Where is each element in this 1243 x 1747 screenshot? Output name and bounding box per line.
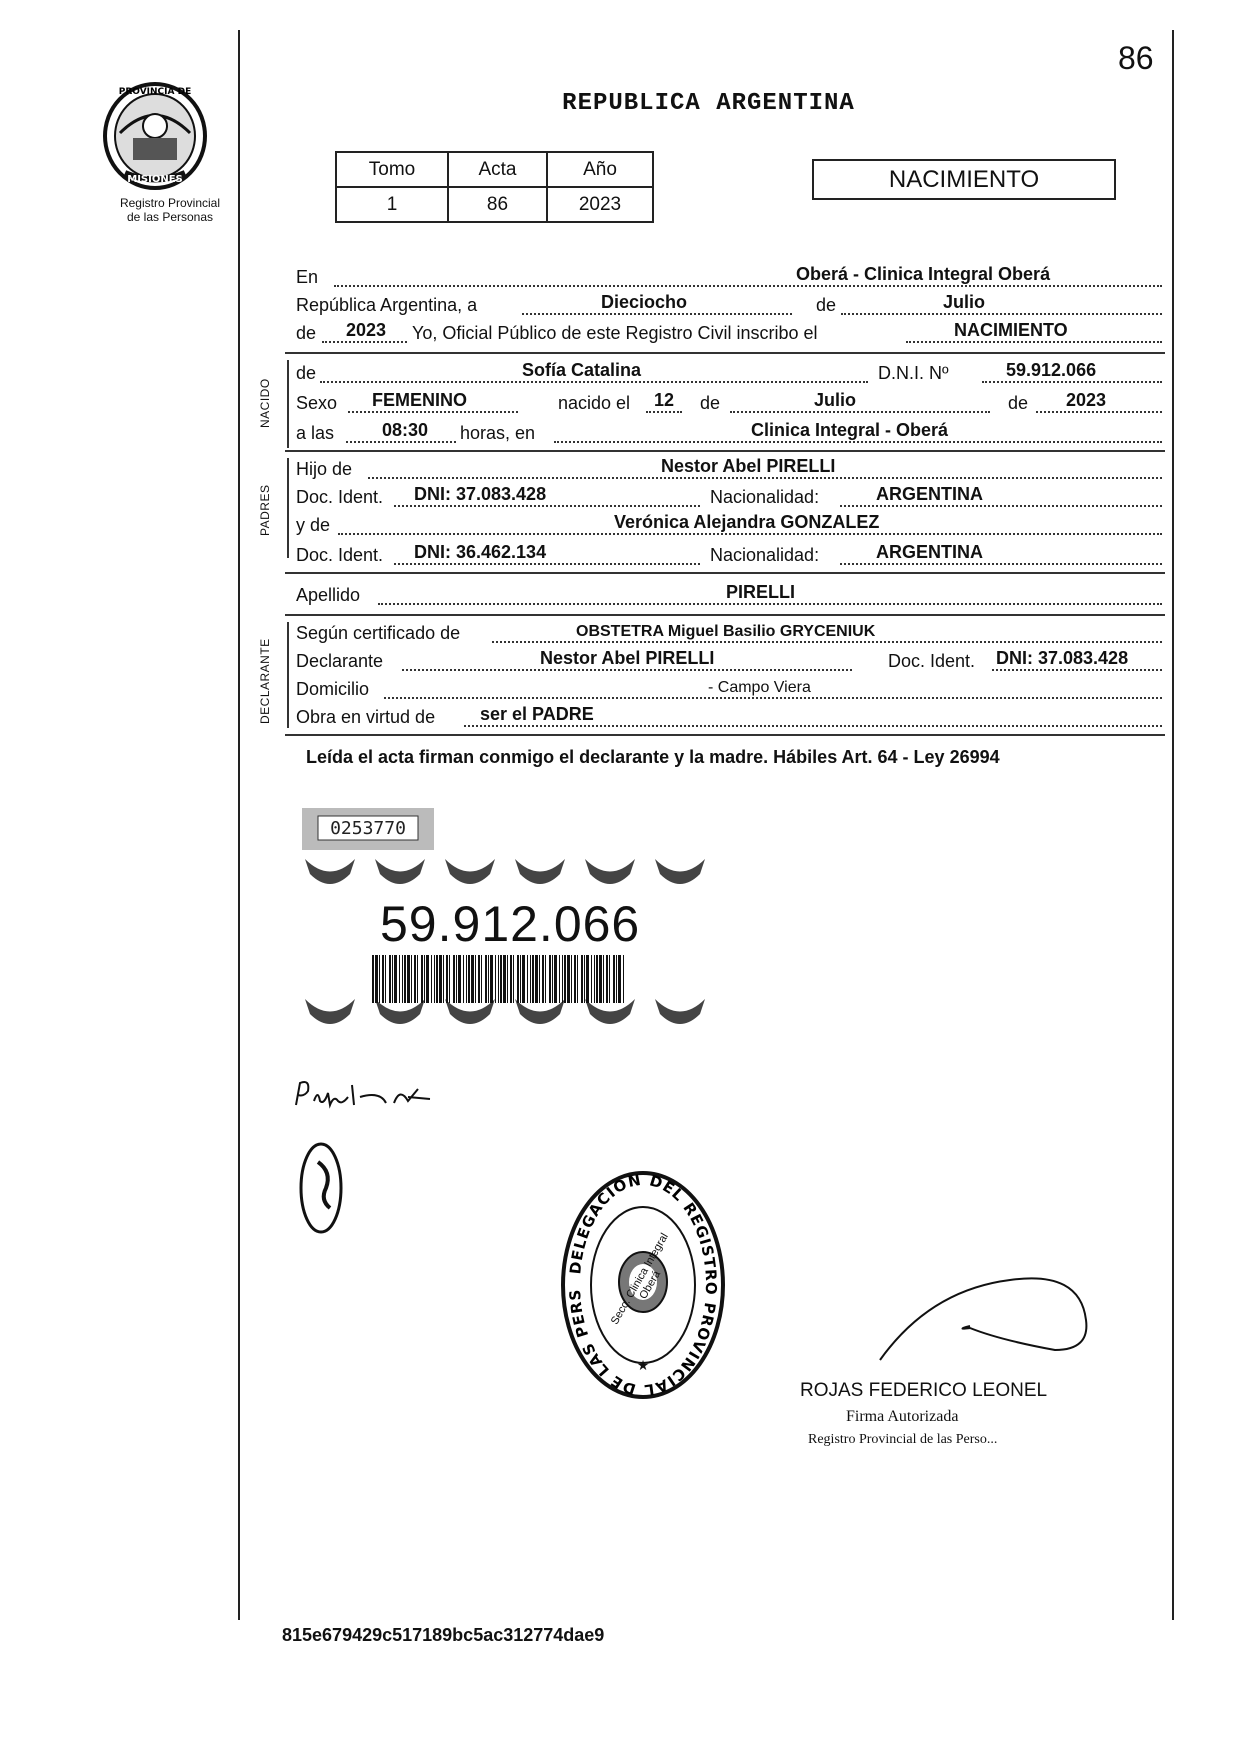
field-declarante: Nestor Abel PIRELLI xyxy=(540,648,715,668)
field-mother: Verónica Alejandra GONZALEZ xyxy=(614,512,880,532)
field-obra: ser el PADRE xyxy=(480,704,594,724)
thumbprint xyxy=(296,1138,346,1238)
label-doc-ident-2: Doc. Ident. xyxy=(296,545,384,565)
section-label-padres: PADRES xyxy=(258,484,272,536)
signer-name: ROJAS FEDERICO LEONEL xyxy=(800,1380,1048,1401)
label-de-birth-year: de xyxy=(1008,393,1029,413)
row-declarante xyxy=(296,646,1164,674)
svg-text:PROVINCIA DE: PROVINCIA DE xyxy=(118,87,192,97)
label-nacionalidad-2: Nacionalidad: xyxy=(710,545,820,565)
field-father-nat: ARGENTINA xyxy=(876,484,983,504)
document-type-box: NACIMIENTO xyxy=(812,159,1116,200)
org-caption-line1: Registro Provincial xyxy=(119,196,221,210)
field-birth-month: Julio xyxy=(814,390,857,410)
row-nacido-name xyxy=(296,358,1164,386)
registry-value-anio: 2023 xyxy=(547,187,653,222)
section-bar-padres xyxy=(287,458,289,558)
label-hijo-de: Hijo de xyxy=(296,459,353,479)
field-certificado: OBSTETRA Miguel Basilio GRYCENIUK xyxy=(576,623,876,640)
field-declarante-doc: DNI: 37.083.428 xyxy=(996,648,1129,668)
field-day-words: Dieciocho xyxy=(601,292,688,312)
row-mother-doc xyxy=(296,540,1164,568)
signer-title: Firma Autorizada xyxy=(846,1408,959,1425)
label-obra: Obra en virtud de xyxy=(296,707,436,727)
svg-text:0253770: 0253770 xyxy=(330,818,406,839)
label-a-las: a las xyxy=(296,423,335,443)
label-de-month: de xyxy=(816,295,837,315)
field-birth-year: 2023 xyxy=(1066,390,1107,410)
field-mother-doc: DNI: 36.462.134 xyxy=(414,542,547,562)
svg-text:★: ★ xyxy=(636,1357,650,1373)
row-apellido xyxy=(296,580,1164,608)
label-horas-en: horas, en xyxy=(460,423,536,443)
row-en xyxy=(296,262,1164,290)
field-sexo: FEMENINO xyxy=(372,390,468,410)
org-caption xyxy=(80,196,260,224)
label-doc-ident-decl: Doc. Ident. xyxy=(888,651,976,671)
label-nacido-el: nacido el xyxy=(558,393,631,413)
field-act-type: NACIMIENTO xyxy=(954,320,1068,340)
separator xyxy=(285,450,1165,452)
label-de-year: de xyxy=(296,323,317,343)
label-doc-ident: Doc. Ident. xyxy=(296,487,384,507)
label-en: En xyxy=(296,267,319,287)
declarant-signature xyxy=(290,1075,440,1115)
row-domicilio xyxy=(296,674,1164,702)
official-signature xyxy=(850,1230,1110,1380)
org-caption-line2: de las Personas xyxy=(126,210,214,224)
separator xyxy=(285,572,1165,574)
field-month: Julio xyxy=(943,292,986,312)
right-margin-line xyxy=(1172,30,1174,1620)
document-title-text: REPUBLICA ARGENTINA xyxy=(562,90,855,117)
document-hash: 815e679429c517189bc5ac312774dae9 xyxy=(282,1625,605,1645)
separator xyxy=(285,614,1165,616)
svg-text:DELEGACION DEL REGISTRO PROVIN: DELEGACION DEL REGISTRO PROVINCIAL DE LAS PERS xyxy=(565,1170,721,1400)
section-label-declarante: DECLARANTE xyxy=(258,638,272,724)
row-sexo xyxy=(296,388,1164,416)
field-birth-place: Clinica Integral - Oberá xyxy=(751,420,949,440)
section-bar-nacido xyxy=(287,360,289,448)
registry-value-tomo: 1 xyxy=(336,187,448,222)
row-oficial xyxy=(296,318,1164,346)
separator xyxy=(285,352,1165,354)
signer-org: Registro Provincial de las Perso... xyxy=(808,1432,998,1447)
field-domicilio: - Campo Viera xyxy=(708,679,811,696)
legal-text: Leída el acta firman conmigo el declarante y la madre. Hábiles Art. 64 - Ley 26994 xyxy=(306,747,1000,767)
label-oficial: Yo, Oficial Público de este Registro Civil inscribo el xyxy=(412,323,818,343)
registry-header-row xyxy=(336,152,653,187)
label-de-birth-month: de xyxy=(700,393,721,413)
row-y-de xyxy=(296,510,1164,538)
separator xyxy=(285,734,1165,736)
label-sexo: Sexo xyxy=(296,393,338,413)
label-declarante: Declarante xyxy=(296,651,384,671)
row-republica xyxy=(296,290,1164,318)
registry-header-anio: Año xyxy=(547,152,653,187)
field-child-name: Sofía Catalina xyxy=(522,360,642,380)
label-de-name: de xyxy=(296,363,317,383)
field-child-dni: 59.912.066 xyxy=(1006,360,1097,380)
row-hijo-de xyxy=(296,454,1164,482)
field-place: Oberá - Clinica Integral Oberá xyxy=(796,264,1051,284)
svg-text:MISIONES: MISIONES xyxy=(127,174,183,185)
section-bar-declarante xyxy=(287,622,289,728)
field-father-doc: DNI: 37.083.428 xyxy=(414,484,547,504)
registry-header-tomo: Tomo xyxy=(336,152,448,187)
field-time: 08:30 xyxy=(382,420,429,440)
section-label-nacido: NACIDO xyxy=(258,378,272,428)
label-apellido: Apellido xyxy=(296,585,361,605)
seal-inner-text: Secc. Clinica Integral Oberá xyxy=(608,1231,671,1327)
registry-table xyxy=(335,151,654,223)
field-birth-day: 12 xyxy=(654,390,675,410)
barcode xyxy=(372,955,628,1003)
field-apellido: PIRELLI xyxy=(726,582,796,602)
left-margin-line xyxy=(238,30,240,1620)
label-nacionalidad: Nacionalidad: xyxy=(710,487,820,507)
row-hora xyxy=(296,418,1164,446)
page-number: 86 xyxy=(1118,40,1154,76)
field-year: 2023 xyxy=(346,320,387,340)
document-title xyxy=(0,90,1243,117)
row-father-doc xyxy=(296,482,1164,510)
sticker-dni: 59.912.066 xyxy=(380,896,641,952)
label-segun-certificado: Según certificado de xyxy=(296,623,461,643)
registry-value-row xyxy=(336,187,653,222)
field-father: Nestor Abel PIRELLI xyxy=(661,456,836,476)
label-domicilio: Domicilio xyxy=(296,679,370,699)
label-republica: República Argentina, a xyxy=(296,295,478,315)
registry-value-acta: 86 xyxy=(448,187,547,222)
field-mother-nat: ARGENTINA xyxy=(876,542,983,562)
registry-header-acta: Acta xyxy=(448,152,547,187)
label-y-de: y de xyxy=(296,515,331,535)
row-obra xyxy=(296,702,1164,730)
label-dni: D.N.I. Nº xyxy=(878,363,949,383)
row-certificado xyxy=(296,618,1164,646)
